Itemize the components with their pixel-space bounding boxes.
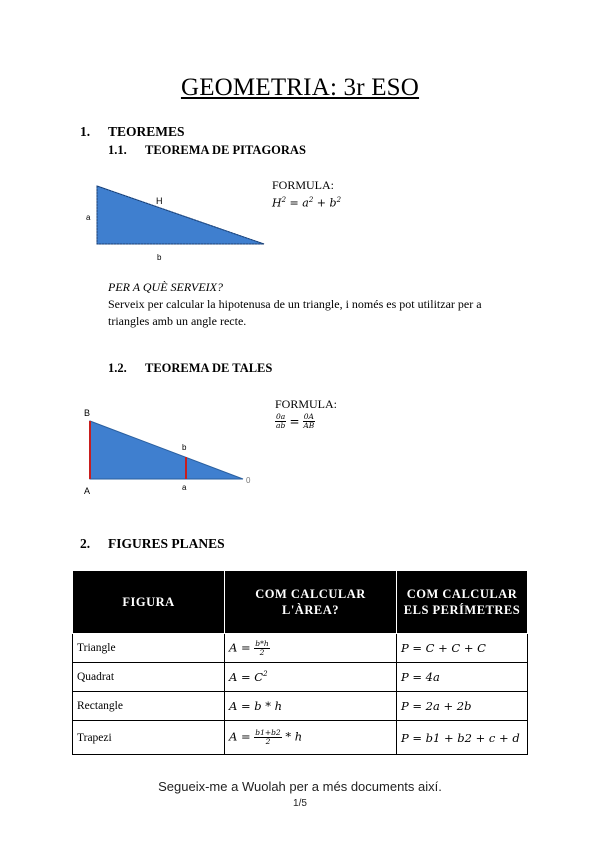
- table-row: [73, 634, 528, 663]
- explanation-line-2: triangles amb un angle recte.: [108, 314, 247, 328]
- frac1-denominator: ab: [275, 421, 286, 430]
- cell-perimeter: P = 2a + 2b: [397, 692, 528, 721]
- cell-perimeter: P = C + C + C: [397, 634, 528, 663]
- area-numerator: b*h: [255, 638, 269, 648]
- cell-perimeter: P = b1 + b2 + c + d: [397, 721, 528, 755]
- thales-fraction-1: [275, 413, 286, 430]
- thales-triangle-figure: [80, 404, 270, 500]
- thales-formula: [275, 413, 315, 430]
- subsection-1-1-number: 1.1.: [108, 143, 127, 157]
- cell-figure: Trapezi: [73, 721, 225, 755]
- thales-equals: =: [289, 414, 300, 429]
- cell-area: [225, 721, 397, 755]
- label-hypotenuse: H: [156, 196, 163, 206]
- pythagoras-question: PER A QUÈ SERVEIX?: [108, 280, 223, 294]
- table-row: [73, 692, 528, 721]
- section-2-number: 2.: [80, 536, 91, 551]
- frac2-denominator: AB: [303, 421, 315, 430]
- frac2-numerator: 0A: [303, 412, 314, 421]
- area-exponent: 2: [263, 670, 268, 679]
- label-a: a: [182, 483, 187, 492]
- label-side-a: a: [86, 213, 91, 222]
- section-1-label: TEOREMES: [108, 124, 185, 139]
- footer-text: Segueix-me a Wuolah per a més documents així.: [158, 779, 442, 794]
- area-denominator: 2: [259, 647, 265, 657]
- label-A: A: [84, 486, 91, 496]
- label-side-b: b: [157, 253, 162, 262]
- cell-figure: Rectangle: [73, 692, 225, 721]
- area-numerator: b1+b2: [255, 728, 281, 737]
- pythagoras-formula: [272, 196, 341, 210]
- table-header-row: [73, 571, 528, 634]
- area-lhs: A =: [229, 640, 251, 654]
- section-2-heading: [80, 536, 225, 552]
- label-b: b: [182, 443, 187, 452]
- area-lhs: A =: [229, 729, 251, 744]
- cell-area: [225, 634, 397, 663]
- label-O: 0: [246, 476, 251, 485]
- pythagoras-formula-label: FORMULA:: [272, 178, 335, 192]
- formula-exp-1: 2: [281, 196, 287, 204]
- formula-eq: =: [286, 196, 303, 210]
- subsection-1-1-label: TEOREMA DE PITAGORAS: [145, 143, 306, 157]
- thales-triangle-shape: [90, 421, 243, 479]
- table-row: [73, 663, 528, 692]
- area-tail: * h: [285, 729, 303, 744]
- formula-plus: +: [313, 196, 330, 210]
- header-perimeter: COM CALCULAR ELS PERÍMETRES: [397, 571, 528, 634]
- formula-a: a: [302, 196, 309, 210]
- pythagoras-triangle-figure: [80, 180, 280, 270]
- area-fraction: [254, 729, 281, 746]
- area-denominator: 2: [265, 737, 271, 746]
- header-area: COM CALCULAR L'ÀREA?: [225, 571, 397, 634]
- document-title: GEOMETRIA: 3r ESO: [180, 74, 420, 101]
- formula-exp-2: 2: [308, 196, 314, 204]
- formula-h: H: [272, 196, 282, 210]
- cell-area: [225, 663, 397, 692]
- page-number: 1/5: [293, 798, 307, 809]
- subsection-1-1-heading: [108, 143, 306, 158]
- explanation-line-1: Serveix per calcular la hipotenusa de un triangle, i només es pot utilitzar per a: [108, 297, 482, 311]
- cell-perimeter: P = 4a: [397, 663, 528, 692]
- area-fraction: [254, 640, 269, 657]
- cell-figure: Quadrat: [73, 663, 225, 692]
- section-1-heading: [80, 124, 185, 140]
- subsection-1-2-label: TEOREMA DE TALES: [145, 361, 273, 375]
- cell-area: A = b * h: [225, 692, 397, 721]
- thales-formula-label: FORMULA:: [275, 397, 338, 411]
- frac1-numerator: 0a: [276, 412, 286, 421]
- area-lhs: A = C: [229, 670, 264, 684]
- figures-table: [72, 570, 528, 755]
- label-B: B: [84, 408, 91, 418]
- thales-fraction-2: [303, 413, 315, 430]
- section-1-number: 1.: [80, 124, 91, 139]
- subsection-1-2-heading: [108, 361, 272, 376]
- pythagoras-explanation: [108, 296, 528, 330]
- header-figure: FIGURA: [73, 571, 225, 634]
- subsection-1-2-number: 1.2.: [108, 361, 127, 375]
- table-row: [73, 721, 528, 755]
- formula-exp-3: 2: [336, 196, 342, 204]
- formula-b: b: [329, 196, 337, 210]
- section-2-label: FIGURES PLANES: [108, 536, 225, 551]
- cell-figure: Triangle: [73, 634, 225, 663]
